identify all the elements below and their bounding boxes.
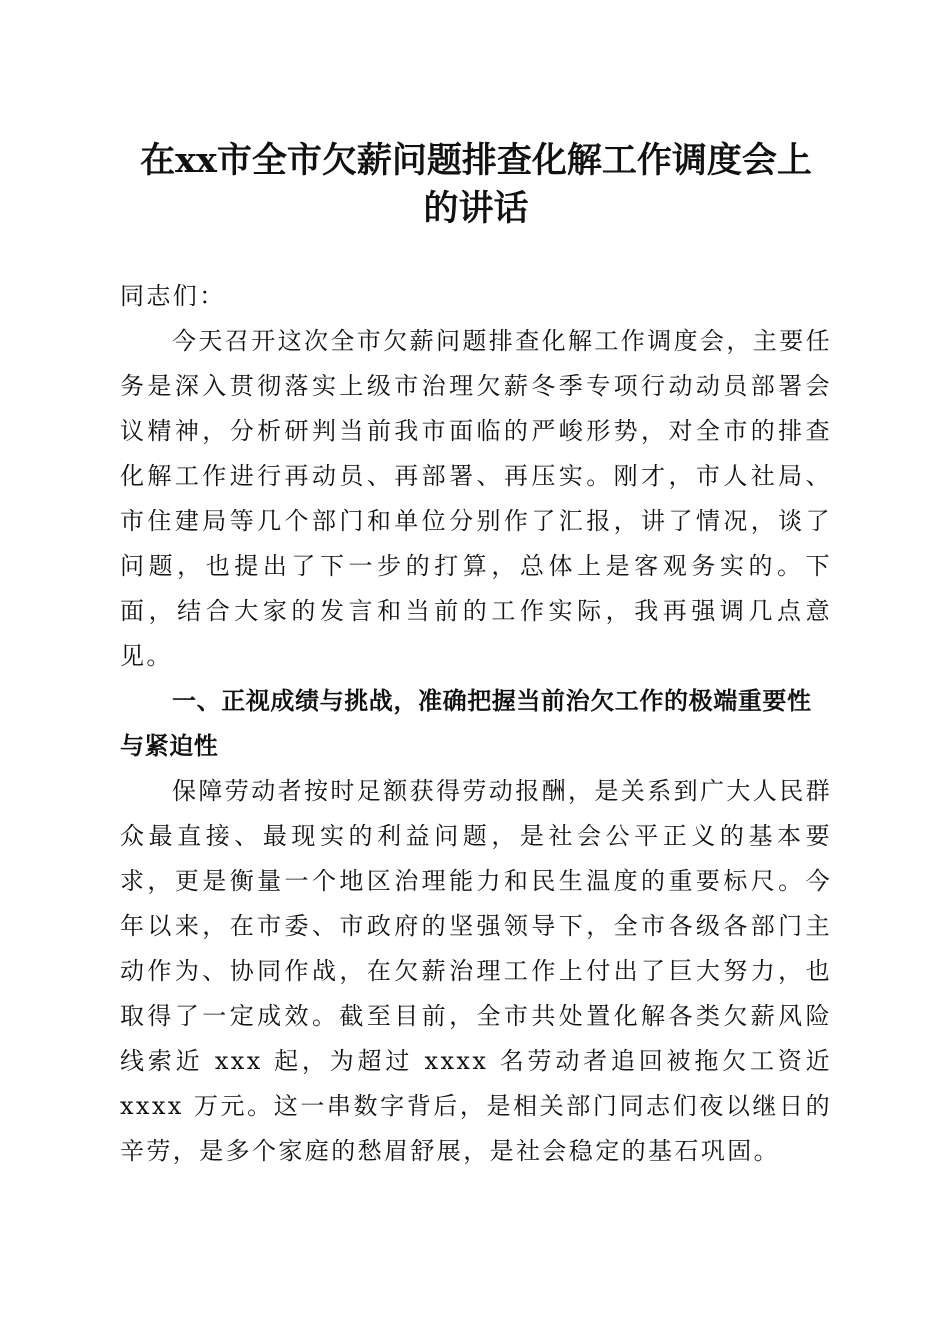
paragraph-intro: 今天召开这次全市欠薪问题排查化解工作调度会，主要任务是深入贯彻落实上级市治理欠薪冬季专项行动动员部署会议精神，分析研判当前我市面临的严峻形势，对全市的排查化解工作进行再动员、再部署、再压实。刚才，市人社局、市住建局等几个部门和单位分别作了汇报，讲了情况，谈了问题，也提出了下一步的打算，总体上是客观务实的。下面，结合大家的发言和当前的工作实际，我再强调几点意见。 xyxy=(120,327,832,670)
title-line-1: 在xx市全市欠薪问题排查化解工作调度会上 xyxy=(140,140,812,181)
document-page xyxy=(120,0,832,1344)
section-heading-1: 一、正视成绩与挑战，准确把握当前治欠工作的极端重要性与紧迫性 xyxy=(120,687,812,760)
title-line-2: 的讲话 xyxy=(423,188,529,229)
document-title xyxy=(100,137,852,233)
paragraph-achievements: 保障劳动者按时足额获得劳动报酬，是关系到广大人民群众最直接、最现实的利益问题，是社会公平正义的基本要求，更是衡量一个地区治理能力和民生温度的重要标尺。今年以来，在市委、市政府的坚强领导下，全市各级各部门主动作为、协同作战，在欠薪治理工作上付出了巨大努力，也取得了一定成效。截至目前，全市共处置化解各类欠薪风险线索近 xxx 起，为超过 xxxx 名劳动者追回被拖欠工资近 xxxx 万元。这一串数字背后，是相关部门同志们夜以继日的辛劳，是多个家庭的愁眉舒展，是社会稳定的基石巩固。 xyxy=(120,777,832,1165)
salutation: 同志们： xyxy=(120,282,226,310)
document-body xyxy=(120,274,832,1174)
